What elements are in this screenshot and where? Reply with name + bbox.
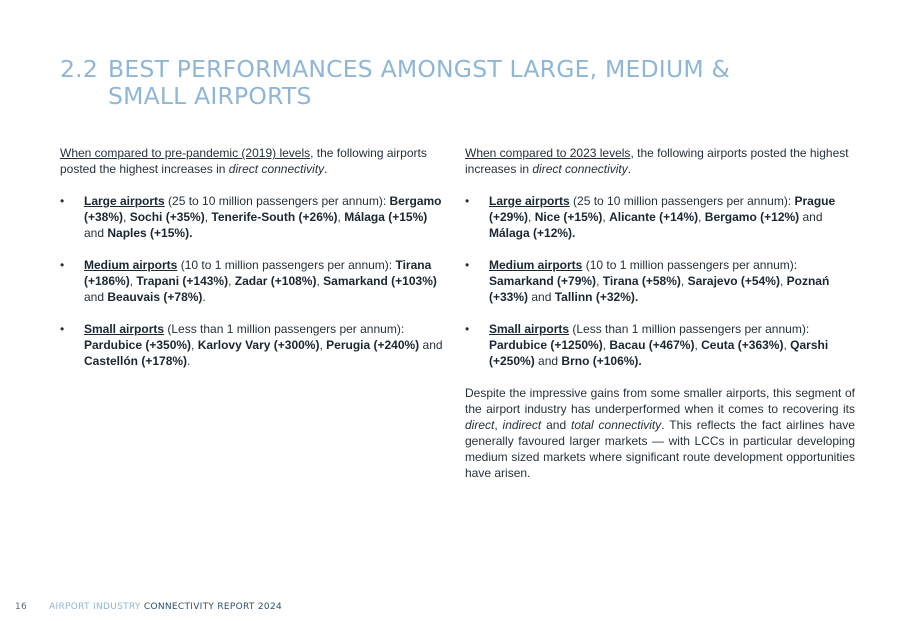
airport-name: Castellón (+178%): [84, 354, 188, 368]
airport-name: Tallinn (+32%).: [554, 290, 639, 304]
para-italic-2: indirect: [502, 418, 542, 432]
airport-category: Large airports: [84, 194, 165, 208]
airport-name: Poznań (+33%): [489, 274, 830, 304]
airport-name: Tenerife-South (+26%): [211, 210, 338, 224]
list-item: [465, 193, 855, 241]
left-intro-text: , the following airports posted the highest increases in: [60, 146, 427, 176]
airport-separator: ,: [680, 274, 688, 288]
page-number: 16: [15, 602, 28, 612]
section-number: 2.2: [60, 55, 98, 83]
list-item: [60, 257, 450, 305]
airport-separator: ,: [602, 338, 610, 352]
right-intro-underlined: When compared to 2023 levels: [465, 146, 631, 160]
airport-category: Medium airports: [84, 258, 178, 272]
airport-name: Alicante (+14%): [609, 210, 699, 224]
airport-name: Zadar (+108%): [234, 274, 317, 288]
heading-line-1: [60, 56, 730, 83]
airport-separator: ,: [319, 338, 327, 352]
list-item: [60, 321, 450, 369]
para-italic-1: direct: [465, 418, 495, 432]
category-range: (25 to 10 million passengers per annum):: [569, 194, 795, 208]
heading-text-2: SMALL AIRPORTS: [108, 82, 312, 110]
airport-separator: and: [534, 354, 562, 368]
category-range: (25 to 10 million passengers per annum):: [164, 194, 390, 208]
airport-name: Tirana (+186%): [84, 258, 432, 288]
airport-name: Málaga (+12%).: [489, 226, 576, 240]
para-text-3: and: [541, 418, 571, 432]
right-intro-text: , the following airports posted the highest increases in: [465, 146, 849, 176]
footer-title-dark: CONNECTIVITY REPORT 2024: [143, 602, 282, 612]
airport-category: Small airports: [489, 322, 570, 336]
airport-name: Qarshi (+250%): [489, 338, 829, 368]
airport-separator: and: [84, 290, 108, 304]
airport-name: Pardubice (+1250%): [489, 338, 603, 352]
airport-separator: ,: [528, 210, 535, 224]
para-text-2: ,: [494, 418, 503, 432]
airport-name: Bacau (+467%): [609, 338, 695, 352]
airport-separator: ,: [779, 274, 787, 288]
left-intro: [60, 145, 450, 177]
list-item: [60, 193, 450, 241]
airport-separator: and: [84, 226, 108, 240]
airport-name: Prague (+29%): [489, 194, 836, 224]
bullet-marker: •: [465, 258, 470, 272]
bullet-marker: •: [60, 258, 65, 272]
right-intro-italic: direct connectivity: [532, 162, 628, 176]
list-item: [465, 257, 855, 305]
left-bullet-list: [60, 193, 450, 369]
airport-name: Brno (+106%).: [561, 354, 642, 368]
airport-name: Perugia (+240%): [326, 338, 420, 352]
airport-separator: ,: [191, 338, 198, 352]
right-bullet-list: [465, 193, 855, 369]
airport-separator: and: [419, 338, 443, 352]
airport-separator: ,: [596, 274, 603, 288]
left-intro-italic: direct connectivity: [228, 162, 325, 176]
footer-title-light: AIRPORT INDUSTRY: [49, 602, 144, 612]
list-item: [465, 321, 855, 369]
airport-name: Málaga (+15%): [344, 210, 428, 224]
page-footer: [15, 602, 282, 612]
para-italic-3: total connectivity: [571, 418, 662, 432]
airport-name: Nice (+15%): [534, 210, 603, 224]
airport-name: Sochi (+35%): [129, 210, 205, 224]
airport-separator: .: [202, 290, 206, 304]
section-heading: [60, 56, 730, 110]
airport-separator: ,: [316, 274, 324, 288]
bullet-marker: •: [60, 194, 65, 208]
airport-name: Ceuta (+363%): [701, 338, 784, 352]
airport-separator: ,: [123, 210, 130, 224]
airport-separator: ,: [698, 210, 705, 224]
airport-name: Sarajevo (+54%): [687, 274, 780, 288]
bullet-marker: •: [465, 322, 470, 336]
airport-name: Trapani (+143%): [136, 274, 229, 288]
airport-separator: ,: [602, 210, 610, 224]
airport-name: Bergamo (+38%): [84, 194, 442, 224]
para-text-1: Despite the impressive gains from some smaller airports, this segment of the airport industry has underperformed when it comes to recovering its: [465, 386, 855, 416]
airport-name: Bergamo (+12%): [704, 210, 800, 224]
airport-name: Samarkand (+79%): [489, 274, 597, 288]
airport-separator: ,: [228, 274, 235, 288]
para-text-4: . This reflects the fact airlines have generally favoured larger markets — with LCCs in particular developing medium sized markets where significant route development opportunities have arisen.: [465, 418, 855, 480]
right-intro: [465, 145, 855, 177]
category-range: (10 to 1 million passengers per annum):: [177, 258, 396, 272]
airport-separator: ,: [783, 338, 791, 352]
left-intro-end: .: [324, 162, 328, 176]
airport-separator: ,: [129, 274, 137, 288]
right-intro-end: .: [627, 162, 632, 176]
right-column: [465, 145, 855, 481]
airport-name: Naples (+15%).: [107, 226, 193, 240]
bullet-marker: •: [60, 322, 65, 336]
airport-category: Large airports: [489, 194, 570, 208]
airport-name: Samarkand (+103%): [323, 274, 437, 288]
category-range: (Less than 1 million passengers per annum):: [569, 322, 810, 336]
airport-category: Medium airports: [489, 258, 583, 272]
airport-separator: ,: [694, 338, 702, 352]
left-column: [60, 145, 450, 385]
airport-name: Beauvais (+78%): [107, 290, 203, 304]
left-intro-underlined: When compared to pre-pandemic (2019) levels: [60, 146, 311, 160]
airport-separator: .: [187, 354, 191, 368]
airport-separator: ,: [337, 210, 345, 224]
airport-separator: and: [528, 290, 555, 304]
airport-separator: ,: [204, 210, 212, 224]
bullet-marker: •: [465, 194, 470, 208]
airport-name: Tirana (+58%): [602, 274, 681, 288]
category-range: (Less than 1 million passengers per annum):: [164, 322, 405, 336]
airport-name: Pardubice (+350%): [84, 338, 192, 352]
airport-category: Small airports: [84, 322, 165, 336]
category-range: (10 to 1 million passengers per annum):: [582, 258, 798, 272]
summary-paragraph: [465, 385, 855, 481]
heading-text-1: BEST PERFORMANCES AMONGST LARGE, MEDIUM &: [108, 55, 731, 83]
airport-separator: and: [799, 210, 823, 224]
airport-name: Karlovy Vary (+300%): [197, 338, 320, 352]
